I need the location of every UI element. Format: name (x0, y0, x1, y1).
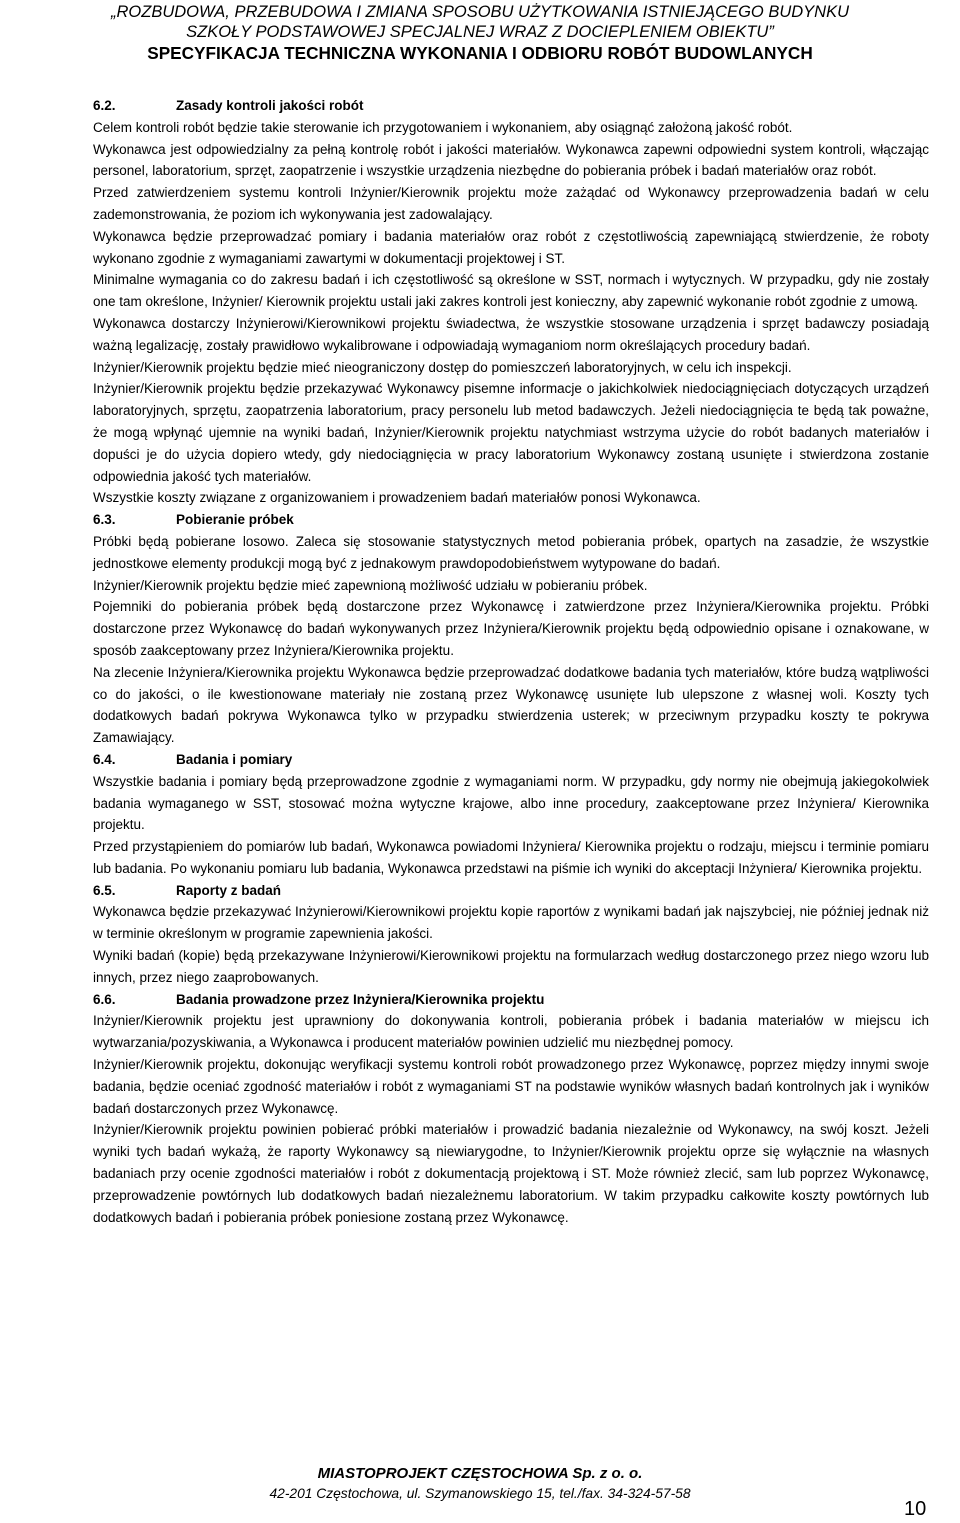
paragraph: Wykonawca jest odpowiedzialny za pełną kontrolę robót i jakości materiałów. Wykonawca zapewni odpowiedni system kontroli, włączając personel, laboratorium, sprzęt, zaopatrzenie i wszystkie urządzenia niezbędne do pobierania próbek i badań materiałów oraz robót. (93, 141, 929, 179)
paragraph: Wykonawca będzie przeprowadzać pomiary i badania materiałów oraz robót z częstotliwością zapewniającą stwierdzenie, że roboty wykonano zgodnie z wymaganiami zawartymi w dokumentacji projektowej i ST. (93, 228, 929, 266)
section-number: 6.5. (93, 882, 116, 898)
section-heading (93, 509, 929, 531)
paragraph: Pojemniki do pobierania próbek będą dostarczone przez Wykonawcę i zatwierdzone przez Inżyniera/Kierownika projektu. Próbki dostarczone przez Wykonawcę do badań wykonywanych przez Inżyniera/Kierownik projektu będą odpowiednio opisane i oznakowane, w sposób zaakceptowany przez Inżyniera/Kierownika projektu. (93, 599, 929, 658)
header-title-line-1: „ROZBUDOWA, PRZEBUDOWA I ZMIANA SPOSOBU UŻYTKOWANIA ISTNIEJĄCEGO BUDYNKU (111, 3, 849, 21)
section-title: Raporty z badań (176, 882, 282, 898)
section-heading (93, 95, 929, 117)
paragraph: Wyniki badań (kopie) będą przekazywane Inżynierowi/Kierownikowi projektu na formularzach według dostarczonego przez niego wzoru lub innych, przez niego zaaprobowanych. (93, 948, 929, 985)
section-title: Badania prowadzone przez Inżyniera/Kierownika projektu (176, 991, 545, 1007)
section-title: Zasady kontroli jakości robót (176, 98, 364, 113)
section-heading (93, 989, 929, 1011)
section-title: Badania i pomiary (176, 751, 293, 767)
paragraph: Na zlecenie Inżyniera/Kierownika projektu Wykonawca będzie przeprowadzać dodatkowe badania tych materiałów, które budzą wątpliwości co do jakości, o ile kwestionowane materiały nie zostaną przez Wykonawcę usunięte lub ulepszone z własnej woli. Koszty tych dodatkowych badań pokrywa Wykonawca tylko w przypadku stwierdzenia usterek; w przeciwnym przypadku koszty te pokrywa Zamawiający. (93, 664, 929, 746)
header-spec-title: SPECYFIKACJA TECHNICZNA WYKONANIA I ODBIORU ROBÓT BUDOWLANYCH (147, 43, 813, 63)
paragraph: Próbki będą pobierane losowo. Zaleca się stosowanie statystycznych metod pobierania próbek, opartych na zasadzie, że wszystkie jednostkowe elementy produkcji mogą być z jednakowym prawdopodobieństwem wytypowane do badań. (93, 533, 929, 571)
paragraph: Celem kontroli robót będzie takie sterowanie ich przygotowaniem i wykonaniem, aby osiągnąć założoną jakość robót. (93, 119, 793, 135)
page-number: 10 (904, 1498, 927, 1520)
section-number: 6.2. (93, 98, 116, 113)
paragraph: Wykonawca dostarczy Inżynierowi/Kierownikowi projektu świadectwa, że wszystkie stosowane urządzenia i sprzęt badawczy posiadają ważną legalizację, zostały prawidłowo wykalibrowane i odpowiadają wymaganiom norm określających procedury badań. (93, 315, 929, 353)
footer-company: MIASTOPROJEKT CZĘSTOCHOWA Sp. z o. o. (317, 1465, 643, 1482)
paragraph: Inżynier/Kierownik projektu, dokonując weryfikacji systemu kontroli robót prowadzonego przez Wykonawcę, poprzez między innymi swoje badania, będzie oceniać zgodność materiałów i robót z wymaganiami ST na podstawie wyników własnych badań kontrolnych jak i wyników badań dostarczonych przez Wykonawcę. (93, 1057, 929, 1116)
paragraph: Inżynier/Kierownik projektu jest uprawniony do dokonywania kontroli, pobierania próbek i badania materiałów w miejscu ich wytwarzania/pozyskiwania, a Wykonawca i producent materiałów powinien udzielić mu niezbędnej pomocy. (93, 1013, 929, 1051)
document-body (93, 95, 929, 1228)
paragraph: Wszystkie badania i pomiary będą przeprowadzone zgodnie z wymaganiami norm. W przypadku, gdy normy nie obejmują jakiegokolwiek badania wymaganego w SST, stosować można wytyczne krajowe, albo inne procedury, zaakceptowane przez Inżyniera/ Kierownika projektu. (93, 773, 929, 833)
section-number: 6.6. (93, 991, 116, 1007)
paragraph: Inżynier/Kierownik projektu będzie przekazywać Wykonawcy pisemne informacje o jakichkolwiek niedociągnięciach dotyczących urządzeń laboratoryjnych, sprzętu, zaopatrzenia laboratorium, pracy personelu lub metod badawczych. Jeżeli niedociągnięcia te będą tak poważne, że mogą wpłynąć ujemnie na wyniki badań, Inżynier/Kierownik projektu natychmiast wstrzyma użycie do robót badanych materiałów i dopuści je do użycia dopiero wtedy, gdy niedociągnięcia w pracy laboratorium Wykonawcy zostaną usunięte i stwierdzona zostanie odpowiednia jakość tych materiałów. (93, 381, 929, 484)
section-heading (93, 749, 929, 771)
paragraph: Inżynier/Kierownik projektu będzie mieć zapewnioną możliwość udziału w pobieraniu próbek. (93, 577, 648, 593)
paragraph: Inżynier/Kierownik projektu powinien pobierać próbki materiałów i prowadzić badania niezależnie od Wykonawcy, na swój koszt. Jeżeli wyniki tych badań wykażą, że raporty Wykonawcy są niewiarygodne, to Inżynier/Kierownik projektu oprze się wyłącznie na własnych badaniach przy ocenie zgodności materiałów i robót z dokumentacją projektową i ST. Może również zlecić, sam lub poprzez Wykonawcę, przeprowadzenie powtórnych lub dodatkowych badań niezależnemu laboratorium. W takim przypadku całkowite koszty powtórnych lub dodatkowych badań i pobierania próbek poniesione zostaną przez Wykonawcę. (93, 1122, 929, 1225)
section-number: 6.3. (93, 512, 116, 528)
section-number: 6.4. (93, 751, 116, 767)
paragraph: Przed przystąpieniem do pomiarów lub badań, Wykonawca powiadomi Inżyniera/ Kierownika projektu o rodzaju, miejscu i terminie pomiaru lub badania. Po wykonaniu pomiaru lub badania, Wykonawca przedstawi na piśmie ich wyniki do akceptacji Inżyniera/ Kierownika projektu. (93, 839, 929, 876)
footer-address: 42-201 Częstochowa, ul. Szymanowskiego 15, tel./fax. 34-324-57-58 (269, 1486, 691, 1501)
header-title-line-2: SZKOŁY PODSTAWOWEJ SPECJALNEJ WRAZ Z DOCIEPLENIEM OBIEKTU” (186, 23, 774, 41)
paragraph: Wszystkie koszty związane z organizowaniem i prowadzeniem badań materiałów ponosi Wykonawca. (93, 490, 701, 506)
paragraph: Przed zatwierdzeniem systemu kontroli Inżynier/Kierownik projektu może zażądać od Wykonawcy przeprowadzenia badań w celu zademonstrowania, że poziom ich wykonywania jest zadowalający. (93, 185, 929, 222)
section-heading (93, 880, 929, 902)
paragraph: Minimalne wymagania co do zakresu badań i ich częstotliwość są określone w SST, normach i wytycznych. W przypadku, gdy nie zostały one tam określone, Inżynier/ Kierownik projektu ustali jaki zakres kontroli jest konieczny, aby zapewnić wykonanie robót zgodnie z umową. (93, 272, 929, 310)
paragraph: Inżynier/Kierownik projektu będzie mieć nieograniczony dostęp do pomieszczeń laboratoryjnych, w celu ich inspekcji. (93, 359, 792, 375)
section-title: Pobieranie próbek (176, 512, 294, 528)
paragraph: Wykonawca będzie przekazywać Inżynierowi/Kierownikowi projektu kopie raportów z wynikami badań jak najszybciej, nie później jednak niż w terminie określonym w programie zapewnienia jakości. (93, 904, 929, 942)
